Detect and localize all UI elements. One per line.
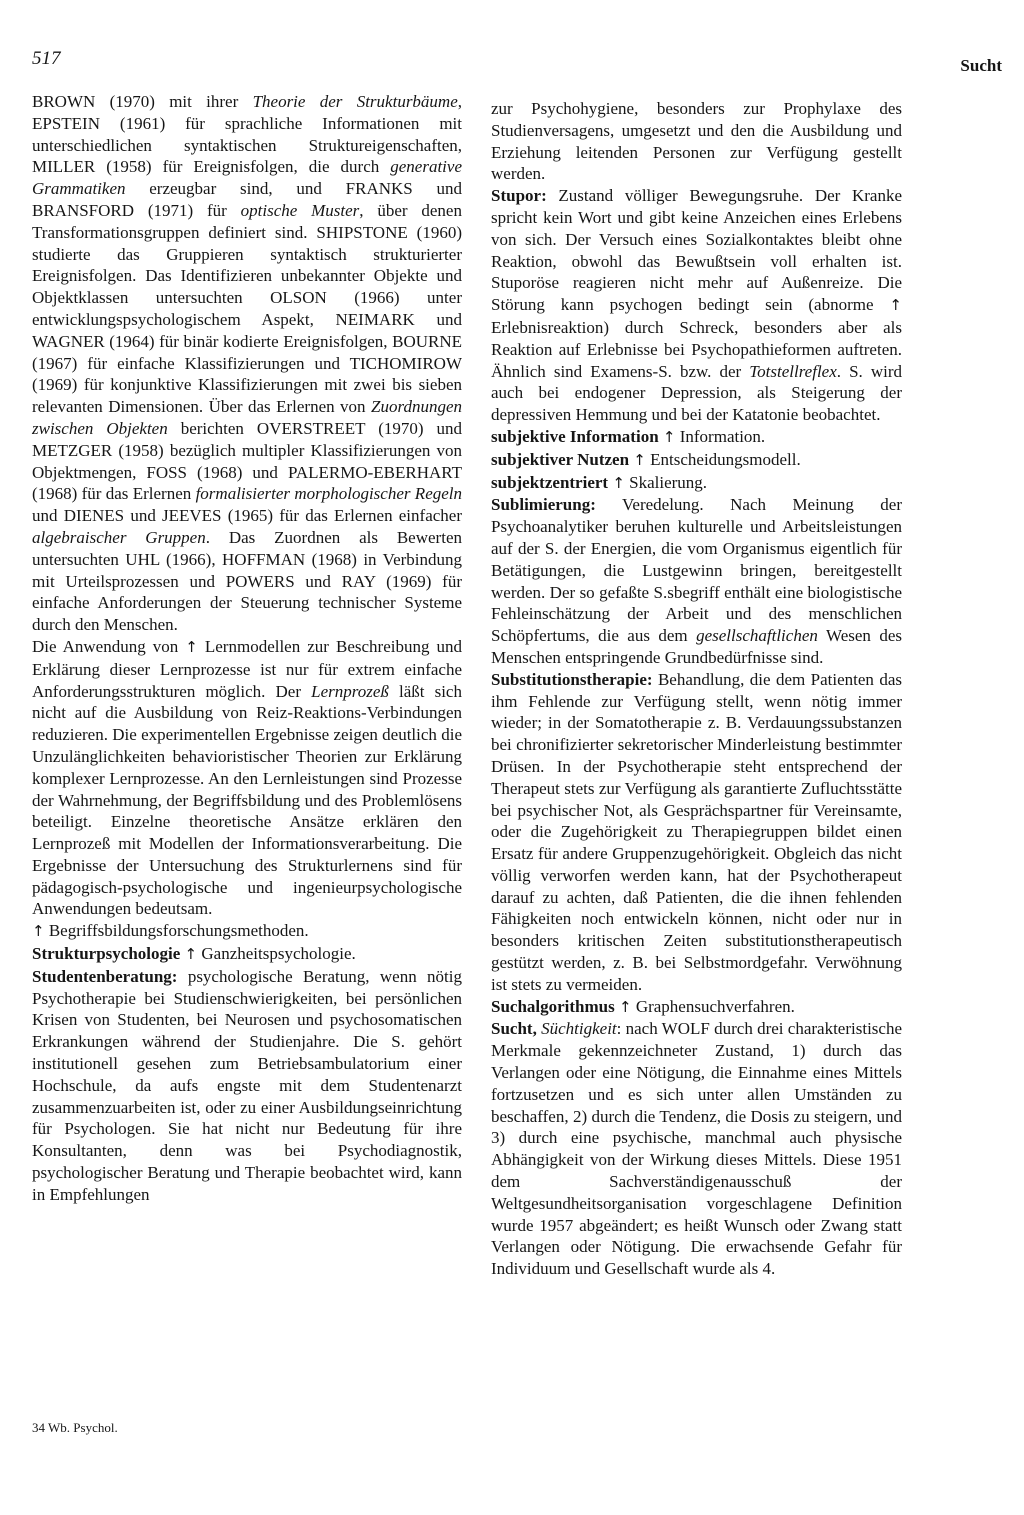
entry-term: subjektiver Nutzen <box>491 449 630 469</box>
entry-term: Sucht, <box>491 1019 537 1039</box>
entry-term: Suchalgorithmus <box>491 996 615 1016</box>
paragraph-lernmodelle: Die Anwendung von ↑ Lernmodellen zur Beschreibung und Erklärung dieser Lernprozesse ist nur für extrem einfache Anforderungsstrukturen möglich. Der Lernprozeß läßt sich nicht auf die Ausbildung von Reiz-Reaktions-Verbindungen reduzieren. Die experimentellen Ergebnisse zeigen deutlich die Unzulänglichkeiten behavioristischer Theorien zur Erklärung komplexer Lernprozesse. An den Lernleistungen sind Prozesse der Wahrnehmung, der Begriffsbildung und des Problemlösens beteiligt. Einzelne theoretische Ansätze erklären den Lernprozeß mit Modellen der Informationsverarbeitung. Die Ergebnisse der Untersuchung des Strukturlernens sind für pädagogisch-psychologische und ingenieurpsychologische Anwendungen bedeutsam. <box>32 636 462 919</box>
entry-term: subjektive Information <box>491 426 659 446</box>
cross-reference-arrow-icon: ↑ <box>889 296 902 315</box>
entry-subjektiver-nutzen: subjektiver Nutzen ↑ Entscheidungsmodell. <box>491 449 801 469</box>
cross-reference-arrow-icon: ↑ <box>619 997 632 1016</box>
cross-reference-arrow-icon: ↑ <box>32 922 45 941</box>
cross-reference-arrow-icon: ↑ <box>185 637 198 656</box>
cross-reference-arrow-icon: ↑ <box>612 473 625 492</box>
entry-suchalgorithmus: Suchalgorithmus ↑ Graphensuchverfahren. <box>491 996 795 1016</box>
entry-term: Studentenberatung: <box>32 966 178 986</box>
left-column <box>32 91 462 1206</box>
entry-term: Strukturpsychologie <box>32 944 181 964</box>
cross-reference-arrow-icon: ↑ <box>662 427 676 446</box>
cross-reference-arrow-icon: ↑ <box>633 450 646 469</box>
section-title: Sucht <box>960 56 1002 75</box>
entry-substitutionstherapie: Substitutionstherapie: Behandlung, die dem Patienten das ihm Fehlende zur Verfügung stellt, wenn nötig immer wieder; in der Somatotherapie z. B. Verdauungssubstanzen bei chronifizierter sekretorischer Minderleistung bestimmter Drüsen. In der Psychotherapie steht entsprechend der Therapeut stets zur Verfügung als garantierte Zufluchtsstätte bei psychischer Not, als Gesprächspartner für Vereinsamte, oder die Zugehörigkeit zu Therapiegruppen bildet einen Ersatz für andere Gruppenzugehörigkeit. Obgleich das nicht völlig verworfen werden kann, hat der Psychotherapeut darauf zu achten, daß Patienten, die die ihnen fehlenden Fähigkeiten noch entwickeln können, nicht oder nur in besonders kritischen Zeiten substitutionstherapeutisch gestützt werden, z. B. bei Selbstmordgefahr. Verwöhnung ist stets zu vermeiden. <box>491 669 902 994</box>
footer-signature: 34 Wb. Psychol. <box>32 1420 118 1435</box>
entry-subjektzentriert: subjektzentriert ↑ Skalierung. <box>491 472 708 492</box>
entry-term: Stupor: <box>491 186 547 206</box>
entry-sucht: Sucht, Süchtigkeit: nach WOLF durch drei charakteristische Merkmale gekennzeichneter Zustand, 1) durch das Verlangen oder eine Nötigung, die Einnahme eines Mittels fortzusetzen und es sich unter allen Umständen zu beschaffen, 2) durch die Tendenz, die Dosis zu steigern, und 3) durch eine psychische, manchmal auch physische Abhängigkeit von der Wirkung dieses Mittels. Diese 1951 dem Sachverständigenausschuß der Weltgesundheitsorganisation vorgeschlagene Definition wurde 1957 abgeändert; es heißt Wunsch oder Zwang statt Verlangen oder Nötigung. Die erwachsende Gefahr für Individuum und Gesellschaft wurde als 4. <box>491 1019 903 1279</box>
entry-sublimierung: Sublimierung: Veredelung. Nach Meinung der Psychoanalytiker beruhen kulturelle und Arbeitsleistungen auf der S. der Energien, die vom Organismus eigentlich für Betätigungen, die Lustgewinn bringen, bereitgestellt werden. Der so gefaßte S.sbegriff enthält eine biologistische Fehleinschätzung der Arbeit und des menschlichen Schöpfertums, die aus dem gesellschaftlichen Wesen des Menschen entspringende Grundbedürfnisse sind. <box>491 495 902 667</box>
entry-studentenberatung: Studentenberatung: psychologische Beratung, wenn nötig Psychotherapie bei Studienschwierigkeiten, bei persönlichen Krisen von Studenten, bei Neurosen und psychosomatischen Erkrankungen während der Studienjahre. Die S. gehört institutionell gesehen zum Betriebsambulatorium einer Hochschule, da aufs engste mit dem Studentenarzt zusammenzuarbeiten ist, oder zu einer Ausbildungseinrichtung für Psychologen. Sie hat nicht nur Bedeutung für ihre Konsultanten, denn was bei Psychodiagnostik, psychologischer Beratung und Therapie beobachtet wird, kann in Empfehlungen <box>32 966 462 1204</box>
right-column <box>491 98 902 1280</box>
entry-term: Substitutionstherapie: <box>491 669 653 689</box>
cross-reference-begriffsbildung: ↑ Begriffsbildungsforschungsmethoden. <box>32 921 309 941</box>
entry-stupor: Stupor: Zustand völliger Bewegungsruhe. Der Kranke spricht kein Wort und gibt keine Anzeichen eines Erlebens von sich. Der Versuch eines Sozialkontaktes bleibt ohne Reaktion, obwohl das Bewußtsein voll erhalten ist. Stuporöse reagieren nicht mehr auf Außenreize. Die Störung kann psychogen bedingt sein (abnorme ↑ Erlebnisreaktion) durch Schreck, besonders aber als Reaktion auf Erlebnisse bei Psychopathieformen auftreten. Ähnlich sind Examens-S. bzw. der Totstellreflex. S. wird auch bei endogener Depression, als Steigerung der depressiven Hemmung und bei der Katatonie beobachtet. <box>491 186 902 425</box>
cross-reference-arrow-icon: ↑ <box>184 945 198 964</box>
entry-subjektive-information: subjektive Information ↑ Information. <box>491 426 766 446</box>
page-number: 517 <box>32 48 61 69</box>
entry-term: Sublimierung: <box>491 495 596 515</box>
entry-term: subjektzentriert <box>491 472 609 492</box>
paragraph-studentenberatung-continuation: zur Psychohygiene, besonders zur Prophylaxe des Studienversagens, umgesetzt und den die Ausbildung und Erziehung leitenden Personen zur Verfügung gestellt werden. <box>491 99 902 184</box>
entry-strukturpsychologie: Strukturpsychologie ↑ Ganzheitspsychologie. <box>32 944 356 964</box>
paragraph-strukturlernen-continuation: BROWN (1970) mit ihrer Theorie der Strukturbäume, EPSTEIN (1961) für sprachliche Informationen mit unterschiedlichen syntaktischen Struktureigenschaften, MILLER (1958) für Ereignisfolgen, die durch generative Grammatiken erzeugbar sind, und FRANKS und BRANSFORD (1971) für optische Muster, über denen Transformationsgruppen definiert sind. SHIPSTONE (1960) studierte das Gruppieren syntaktisch strukturierter Ereignisfolgen. Das Identifizieren unbekannter Objekte und Objektklassen untersuchten OLSON (1966) unter entwicklungspsychologischem Aspekt, NEIMARK und WAGNER (1964) für binär kodierte Ereignisfolgen, BOURNE (1967) für einfache Klassifizierungen und TICHOMIROW (1969) für konjunktive Klassifizierungen mit zwei bis sieben relevanten Dimensionen. Über das Erlernen von Zuordnungen zwischen Objekten berichten OVERSTREET (1970) und METZGER (1958) bezüglich multipler Klassifizierungen von Objektmengen, FOSS (1968) und PALERMO-EBERHART (1968) für das Erlernen formalisierter morphologischer Regeln und DIENES und JEEVES (1965) für das Erlernen einfacher algebraischer Gruppen. Das Zuordnen als Bewerten untersuchten UHL (1966), HOFFMAN (1968) in Verbindung mit Urteilsprozessen und POWERS und RAY (1969) für einfache Anforderungen der Steuerung technischer Systeme durch den Menschen. <box>32 92 463 635</box>
